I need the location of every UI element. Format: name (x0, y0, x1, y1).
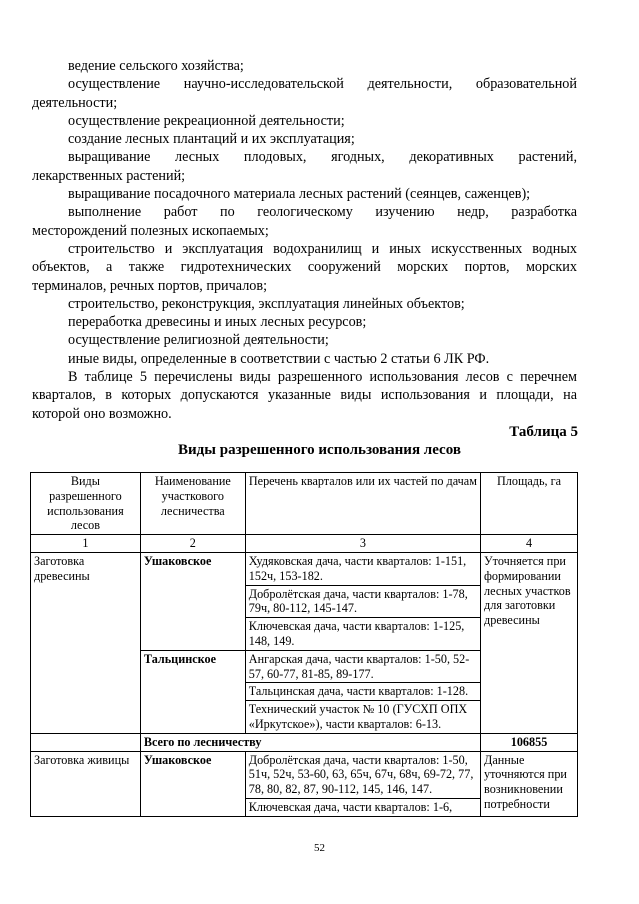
quarters-cell: Ключевская дача, части кварталов: 1-125, 148, 149. (245, 618, 480, 651)
quarters-cell: Добролётская дача, части кварталов: 1-50, 51ч, 52ч, 53-60, 63, 65ч, 67ч, 68ч, 69-72, 77, 78, 80, 82, 87, 90-112, 145, 146, 147. (245, 751, 480, 798)
quarters-cell: Тальцинская дача, части кварталов: 1-128. (245, 683, 480, 701)
quarters-cell: Добролётская дача, части кварталов: 1-78, 79ч, 80-112, 145-147. (245, 585, 480, 618)
paragraph-line: месторождений полезных ископаемых; (32, 222, 269, 239)
table-row (31, 552, 578, 585)
paragraph-line: осуществление рекреационной деятельности; (68, 112, 345, 129)
paragraph-line: создание лесных плантаций и их эксплуатация; (68, 131, 355, 148)
table-row (31, 751, 578, 798)
forestry-cell: Ушаковское (140, 751, 245, 816)
quarters-cell: Технический участок № 10 (ГУСХП ОПХ «Иркутское»), части кварталов: 6-13. (245, 701, 480, 734)
header-cell: Наименование участкового лесничества (140, 473, 245, 535)
paragraph-line: выращивание лесных плодовых, ягодных, декоративных растений, (68, 149, 577, 166)
forestry-cell: Тальцинское (140, 650, 245, 733)
paragraph-line: осуществление религиозной деятельности; (68, 332, 329, 349)
quarters-cell: Ангарская дача, части кварталов: 1-50, 52-57, 60-77, 81-85, 89-177. (245, 650, 480, 683)
table-title: Виды разрешенного использования лесов (178, 442, 461, 458)
quarters-cell: Ключевская дача, части кварталов: 1-6, (245, 798, 480, 816)
paragraph-line: ведение сельского хозяйства; (68, 58, 244, 74)
column-number: 1 (31, 535, 141, 553)
paragraph-line: переработка древесины и иных лесных ресурсов; (68, 314, 367, 331)
total-label: Всего по лесничеству (140, 733, 480, 751)
header-cell: Перечень кварталов или их частей по дачам (245, 473, 480, 535)
paragraph-line: строительство и эксплуатация водохранилищ и иных искусственных водных (68, 240, 577, 257)
body-text (32, 57, 577, 423)
area-cell: Данные уточняются при возникновении потребности (481, 751, 578, 816)
paragraph-line: которой оно возможно. (32, 405, 172, 422)
table-label: Таблица 5 (509, 424, 578, 440)
column-number-row (31, 535, 578, 553)
paragraph-line: выполнение работ по геологическому изучению недр, разработка (68, 204, 577, 221)
page-number: 52 (314, 842, 325, 854)
total-row (31, 733, 578, 751)
header-cell: Виды разрешенного использования лесов (31, 473, 141, 535)
empty-cell (31, 733, 141, 751)
paragraph-line: кварталов, в которых допускаются указанные виды использования и площади, на (32, 387, 577, 404)
forestry-cell: Ушаковское (140, 552, 245, 650)
use-type-cell: Заготовка древесины (31, 552, 141, 733)
paragraph-line: деятельности; (32, 94, 118, 111)
paragraph-line: строительство, реконструкция, эксплуатация линейных объектов; (68, 295, 465, 312)
paragraph-line: объектов, а также гидротехнических сооружений морских портов, морских (32, 259, 577, 276)
paragraph-line: выращивание посадочного материала лесных растений (сеянцев, саженцев); (68, 186, 531, 203)
paragraph-line: иные виды, определенные в соответствии с частью 2 статьи 6 ЛК РФ. (68, 350, 490, 367)
area-cell: Уточняется при формировании лесных участков для заготовки древесины (481, 552, 578, 733)
column-number: 3 (245, 535, 480, 553)
paragraph-line: терминалов, речных портов, причалов; (32, 277, 268, 294)
quarters-cell: Худяковская дача, части кварталов: 1-151, 152ч, 153-182. (245, 552, 480, 585)
column-number: 4 (481, 535, 578, 553)
paragraph-line: осуществление научно-исследовательской деятельности, образовательной (68, 76, 577, 93)
header-cell: Площадь, га (481, 473, 578, 535)
use-type-cell: Заготовка живицы (31, 751, 141, 816)
total-value: 106855 (481, 733, 578, 751)
paragraph-line: лекарственных растений; (32, 167, 186, 184)
usage-table (30, 472, 578, 817)
paragraph-line: В таблице 5 перечислены виды разрешенного использования лесов с перечнем (68, 369, 577, 386)
table-header-row (31, 473, 578, 535)
column-number: 2 (140, 535, 245, 553)
